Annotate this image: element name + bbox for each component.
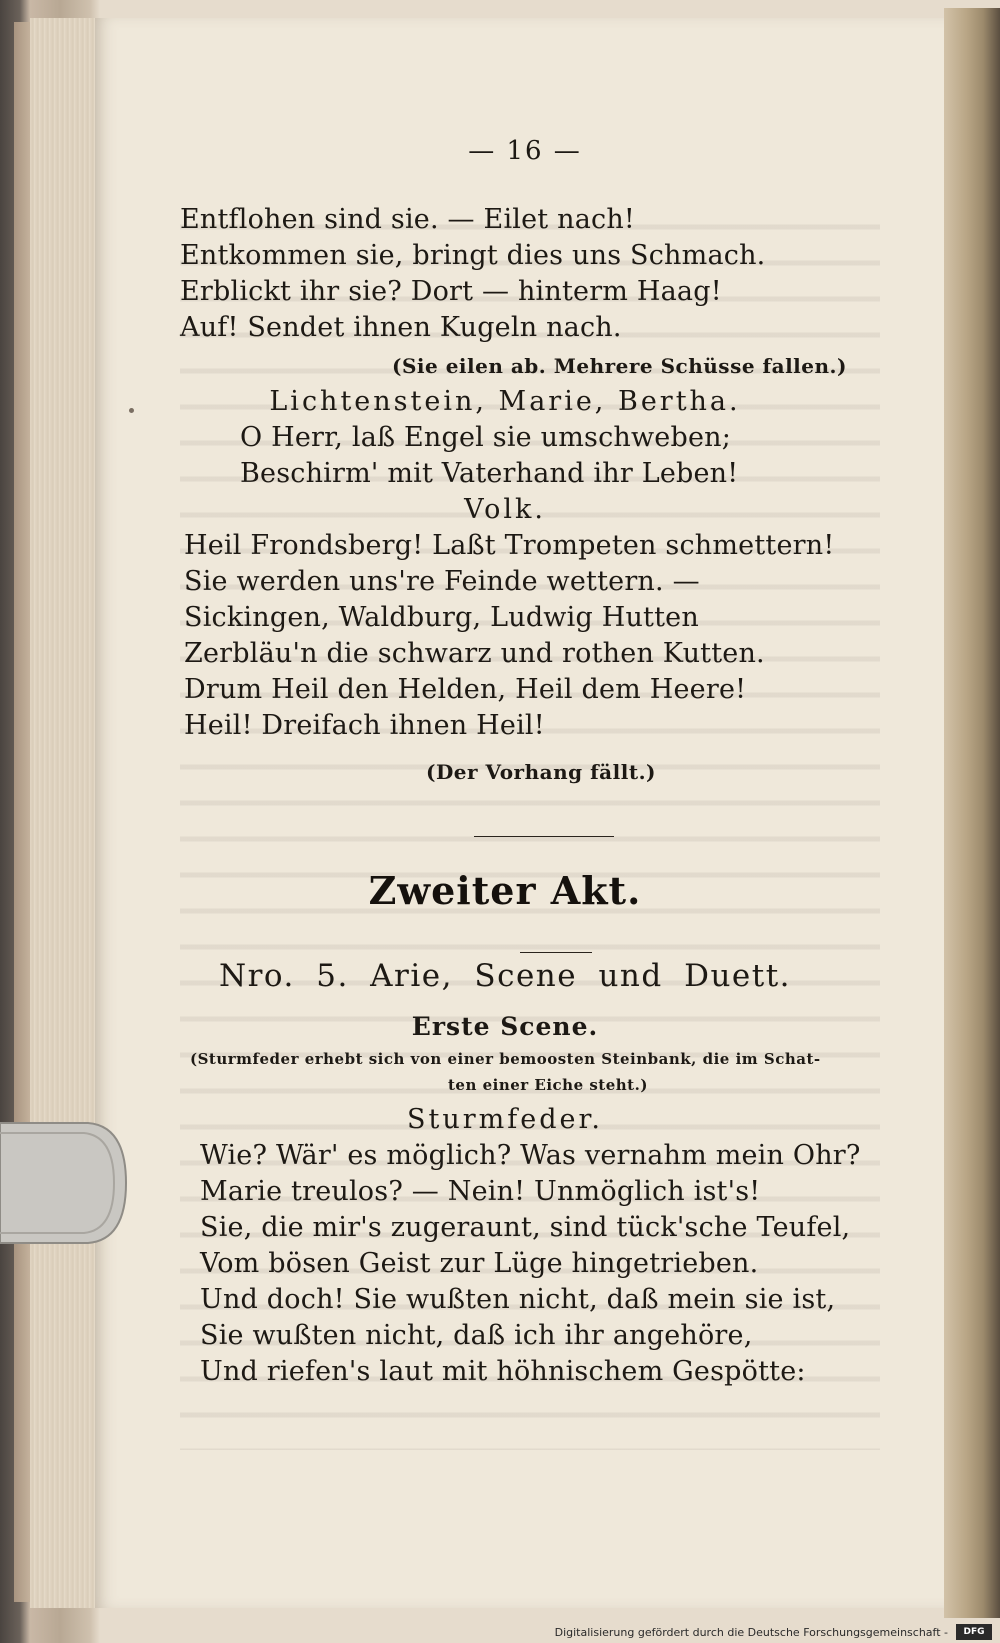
verse-line: Sie, die mir's zugeraunt, sind tück'sche Teufel, — [200, 1212, 851, 1243]
verse-line: Zerbläu'n die schwarz und rothen Kutten. — [184, 638, 765, 669]
divider-rule — [474, 836, 614, 837]
verse-line: Heil! Dreifach ihnen Heil! — [184, 710, 545, 741]
speaker-name: Volk. — [464, 494, 546, 525]
verse-line: O Herr, laß Engel sie umschweben; — [240, 422, 732, 453]
stage-direction: (Sie eilen ab. Mehrere Schüsse fallen.) — [392, 354, 847, 378]
verse-line: Heil Frondsberg! Laßt Trompeten schmettern! — [184, 530, 835, 561]
speaker-name: Lichtenstein, Marie, Bertha. — [269, 386, 741, 417]
verse-line: Vom bösen Geist zur Lüge hingetrieben. — [200, 1248, 759, 1279]
verse-line: Marie treulos? — Nein! Unmöglich ist's! — [200, 1176, 761, 1207]
verse-line: Sie werden uns're Feinde wettern. — — [184, 566, 700, 597]
clip-shape — [0, 1118, 130, 1248]
verse-line: Beschirm' mit Vaterhand ihr Leben! — [240, 458, 739, 489]
verse-line: Auf! Sendet ihnen Kugeln nach. — [180, 312, 622, 343]
verse-line: Entkommen sie, bringt dies uns Schmach. — [180, 240, 766, 271]
scene-title: Erste Scene. — [411, 1012, 599, 1041]
verse-line: Wie? Wär' es möglich? Was vernahm mein Ohr? — [200, 1140, 861, 1171]
dfg-logo: DFG — [956, 1624, 992, 1640]
act-title: Zweiter Akt. — [368, 868, 642, 913]
verse-line: Sickingen, Waldburg, Ludwig Hutten — [184, 602, 699, 633]
stage-direction: ten einer Eiche steht.) — [448, 1076, 648, 1094]
stage-direction: (Der Vorhang fällt.) — [426, 760, 656, 784]
verse-line: Entflohen sind sie. — Eilet nach! — [180, 204, 635, 235]
verse-line: Und riefen's laut mit höhnischem Gespötte: — [200, 1356, 806, 1387]
verse-line: Und doch! Sie wußten nicht, daß mein sie ist, — [200, 1284, 836, 1315]
verse-line: Drum Heil den Helden, Heil dem Heere! — [184, 674, 747, 705]
speaker-name: Sturmfeder. — [406, 1104, 603, 1135]
page-stack-edge — [30, 18, 96, 1608]
stage-direction: (Sturmfeder erhebt sich von einer bemoosten Steinbank, die im Schat- — [190, 1050, 821, 1068]
verse-line: Sie wußten nicht, daß ich ihr angehöre, — [200, 1320, 753, 1351]
divider-rule — [520, 952, 592, 953]
number-title: Nro. 5. Arie, Scene und Duett. — [218, 958, 792, 994]
book-right-edge — [944, 8, 1000, 1618]
verse-line: Erblickt ihr sie? Dort — hinterm Haag! — [180, 276, 722, 307]
funding-credit: Digitalisierung gefördert durch die Deutsche Forschungsgemeinschaft - — [554, 1626, 948, 1639]
page-number: — 16 — — [468, 136, 582, 166]
